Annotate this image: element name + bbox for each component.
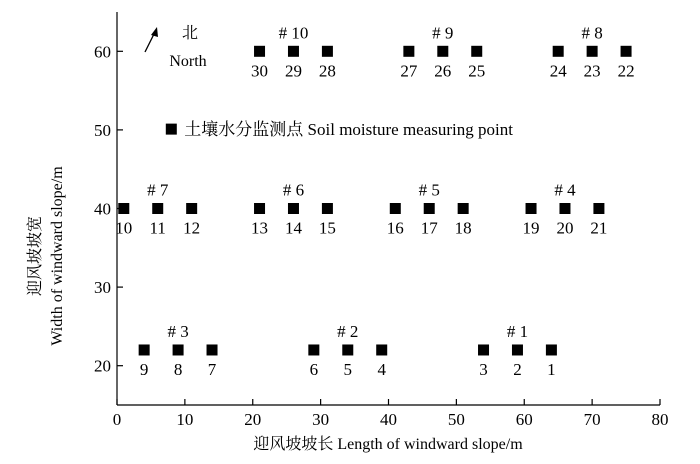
point-label: 28 [318,61,336,81]
point-label: 18 [454,218,472,238]
y-tick-label: 60 [94,42,111,62]
point-label: 27 [400,61,418,81]
legend-marker [166,124,177,135]
group-label: # 8 [581,23,603,43]
data-point [152,203,163,214]
data-point [437,46,448,57]
point-label: 23 [583,61,601,81]
data-point [376,344,387,355]
x-tick-label: 80 [651,410,669,429]
y-tick-label: 20 [94,356,111,376]
point-label: 26 [434,61,452,81]
group-label: # 1 [506,321,529,341]
point-label: 30 [251,61,269,81]
data-point [390,203,401,214]
x-tick-label: 60 [515,410,533,429]
data-point [139,344,150,355]
y-axis-title-en: Width of windward slope/m [49,166,66,346]
data-point [512,344,523,355]
point-label: 20 [556,218,574,238]
north-label-en: North [169,53,207,70]
point-label: 25 [468,61,486,81]
point-label: 12 [183,218,201,238]
point-label: 10 [115,218,133,238]
data-point [322,203,333,214]
point-label: 17 [420,218,438,238]
point-label: 4 [377,359,386,379]
north-indicator [145,24,207,70]
y-tick-label: 40 [94,199,111,219]
north-arrowhead-icon [151,27,158,37]
point-label: 16 [386,218,404,238]
data-point [471,46,482,57]
point-label: 13 [251,218,269,238]
data-point [559,203,570,214]
data-point [478,344,489,355]
x-tick-label: 30 [312,410,330,429]
north-label-cn: 北 [181,25,199,42]
data-point [207,344,218,355]
data-point [288,46,299,57]
data-point [118,203,129,214]
data-point [403,46,414,57]
legend [166,120,513,139]
group-label: # 3 [167,321,189,341]
point-label: 2 [513,359,522,379]
point-label: 8 [173,359,183,379]
group-label: # 10 [278,23,309,43]
y-axis-title-cn: 迎风坡坡宽 [27,215,44,297]
point-label: 1 [547,359,556,379]
x-tick-label: 20 [244,410,262,429]
data-point [546,344,557,355]
data-point [621,46,632,57]
x-tick-label: 0 [112,410,122,429]
y-axis-title [26,166,66,346]
group-label: # 4 [554,180,576,200]
point-label: 19 [522,218,540,238]
data-marks [115,23,634,379]
point-label: 22 [617,61,635,81]
point-label: 9 [139,359,149,379]
data-point [424,203,435,214]
data-point [587,46,598,57]
group-label: # 6 [282,180,305,200]
x-axis-title: 迎风坡坡长 Length of windward slope/m [253,436,523,453]
data-point [526,203,537,214]
data-point [553,46,564,57]
point-label: 29 [284,61,302,81]
data-point [308,344,319,355]
x-tick-label: 40 [380,410,397,429]
data-point [254,46,265,57]
point-label: 11 [149,218,166,238]
point-label: 7 [207,359,217,379]
legend-label: 土壤水分监测点 Soil moisture measuring point [184,120,513,140]
point-label: 24 [549,61,567,81]
data-point [342,344,353,355]
x-tick-label: 70 [583,410,601,429]
data-point [186,203,197,214]
point-label: 15 [318,218,336,238]
point-label: 6 [309,359,319,379]
x-tick-label: 10 [176,410,194,429]
y-tick-label: 50 [94,120,111,140]
data-point [288,203,299,214]
point-label: 21 [590,218,608,238]
data-point [458,203,469,214]
data-point [322,46,333,57]
point-label: 5 [343,359,353,379]
data-point [173,344,184,355]
data-point [593,203,604,214]
point-label: 3 [479,359,488,379]
group-label: # 9 [432,23,454,43]
data-point [254,203,265,214]
group-label: # 2 [337,321,359,341]
group-label: # 5 [418,180,440,200]
x-tick-label: 50 [447,410,465,429]
point-label: 14 [284,218,302,238]
group-label: # 7 [147,180,169,200]
y-tick-label: 30 [94,278,111,298]
